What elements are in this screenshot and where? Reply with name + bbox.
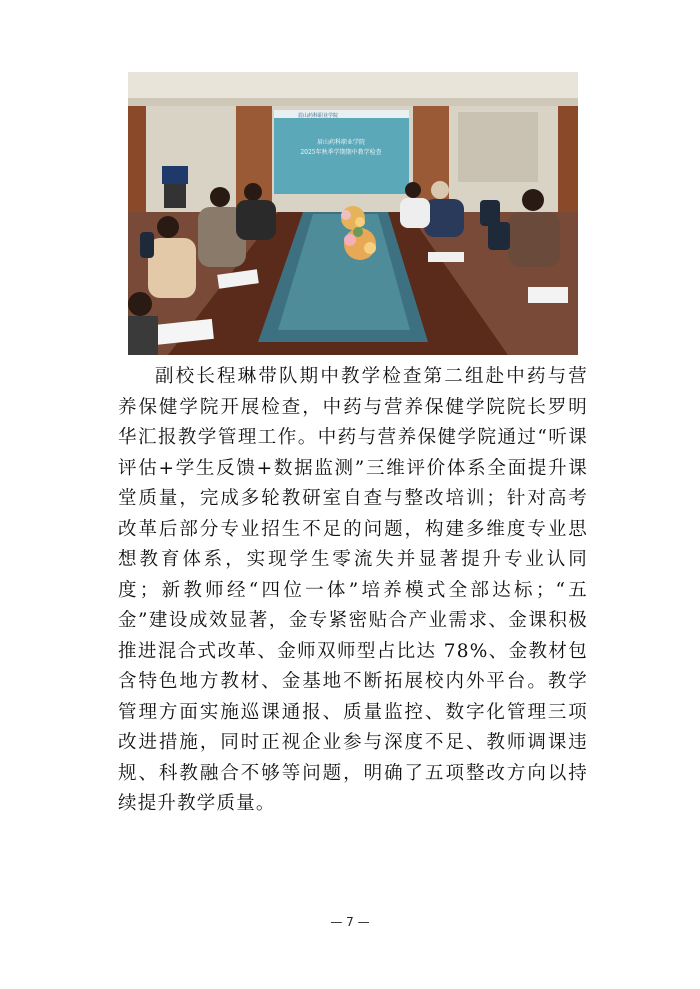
screen-title-line2: 2025年秋季学期期中教学检查 [300,149,382,156]
page-number: — 7 — [330,915,370,929]
screen-logo-text: 眉山药科职业学院 [298,113,339,119]
meeting-photo [128,72,578,355]
screen-title-line1: 眉山药科职业学院 [316,139,366,146]
article-paragraph: 副校长程琳带队期中教学检查第二组赴中药与营养保健学院开展检查，中药与营养保健学院院长罗明华汇报教学管理工作。中药与营养保健学院通过“听课评估+学生反馈+数据监测”三维评价体系全面提升课堂质量，完成多轮教研室自查与整改培训；针对高考改革后部分专业招生不足的问题，构建多维度专业思想教育体系，实现学生零流失并显著提升专业认同度；新教师经“四位一体”培养模式全部达标；“五金”建设成效显著，金专紧密贴合产业需求、金课积极推进混合式改革、金师双师型占比达 78%、金教材包含特色地方教材、金基地不断拓展校内外平台。教学管理方面实施巡课通报、质量监控、数字化管理三项改进措施，同时正视企业参与深度不足、教师调课违规、科教融合不够等问题，明确了五项整改方向以持续提升教学质量。 [118,366,588,814]
